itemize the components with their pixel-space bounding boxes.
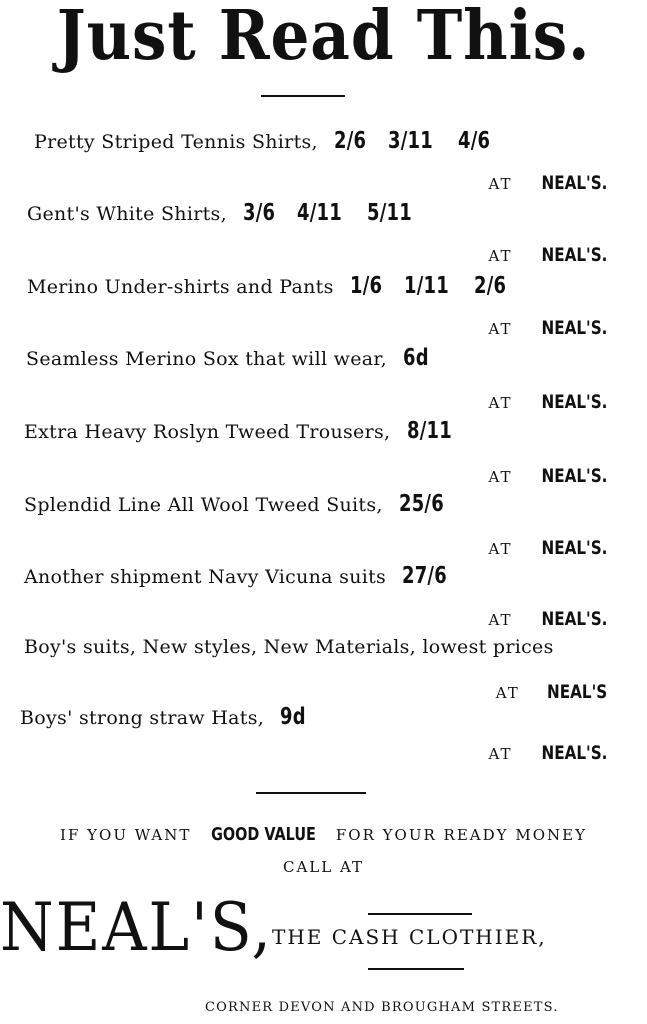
item-description: Boys' strong straw Hats, [20,707,265,729]
at-store-line [489,537,607,559]
item-price: 5/11 [366,200,412,226]
at-store-line [489,742,607,764]
item-price: 9d [280,704,307,730]
item-line [27,200,421,226]
value-call-line [0,824,647,845]
item-line [24,491,453,517]
item-description: Boy's suits, New styles, New Materials, lowest prices [24,636,554,658]
at-store-line [489,172,607,194]
at-word: AT [488,175,513,193]
item-description: Extra Heavy Roslyn Tweed Trousers, [24,421,391,443]
item-price: 27/6 [402,563,448,589]
want-prefix: IF YOU WANT [60,826,192,844]
at-word: AT [488,745,513,763]
item-price: 4/6 [457,128,491,154]
item-price: 2/6 [334,128,367,154]
tagline-rule-bottom [368,968,464,970]
at-word: AT [488,320,513,338]
store-tagline: THE CASH CLOTHIER, [272,925,547,949]
at-store-line [489,391,607,413]
item-price: 8/11 [406,418,452,444]
store-name-small: NEAL'S. [541,317,607,339]
item-description: Seamless Merino Sox that will wear, [26,348,388,370]
closing-divider [256,792,366,794]
store-name: NEAL'S, [0,889,273,966]
item-price: 1/6 [350,273,383,299]
item-price: 3/11 [387,128,433,154]
item-line [24,636,554,658]
store-name-small: NEAL'S. [541,465,607,487]
item-description: Merino Under-shirts and Pants [27,276,334,298]
at-store-line [489,317,607,339]
at-word: AT [488,611,513,629]
headline: Just Read This. [56,0,591,76]
item-line [20,704,310,730]
good-value-emphasis: GOOD VALUE [211,824,317,845]
at-word: AT [488,540,513,558]
call-at-line: CALL AT [282,858,365,876]
at-word: AT [488,247,513,265]
item-description: Gent's White Shirts, [27,203,227,225]
store-name-small: NEAL'S. [541,537,607,559]
item-line [26,345,432,371]
item-line [24,418,460,444]
item-price: 25/6 [399,491,445,517]
headline-divider [261,95,345,97]
item-line [27,273,511,299]
item-price: 1/11 [403,273,449,299]
at-store-line [496,681,607,703]
store-name-small: NEAL'S. [541,742,607,764]
at-store-line [489,244,607,266]
want-suffix: FOR YOUR READY MONEY [335,826,587,844]
at-word: AT [488,468,513,486]
at-word: AT [488,394,513,412]
store-name-small: NEAL'S. [541,608,607,630]
item-price: 6d [403,345,430,371]
item-price: 3/6 [243,200,276,226]
item-description: Another shipment Navy Vicuna suits [24,566,387,588]
store-name-small: NEAL'S. [541,172,607,194]
item-line [24,563,456,589]
at-store-line [489,608,607,630]
store-name-small: NEAL'S [546,681,607,703]
item-description: Splendid Line All Wool Tweed Suits, [24,494,383,516]
item-price: 2/6 [473,273,506,299]
store-address: CORNER DEVON AND BROUGHAM STREETS. [205,1000,559,1015]
store-name-small: NEAL'S. [541,244,607,266]
store-name-small: NEAL'S. [541,391,607,413]
tagline-rule-top [368,913,472,915]
at-word: AT [495,684,520,702]
item-price: 4/11 [296,200,342,226]
at-store-line [489,465,607,487]
item-description: Pretty Striped Tennis Shirts, [34,131,318,153]
item-line [34,128,495,154]
